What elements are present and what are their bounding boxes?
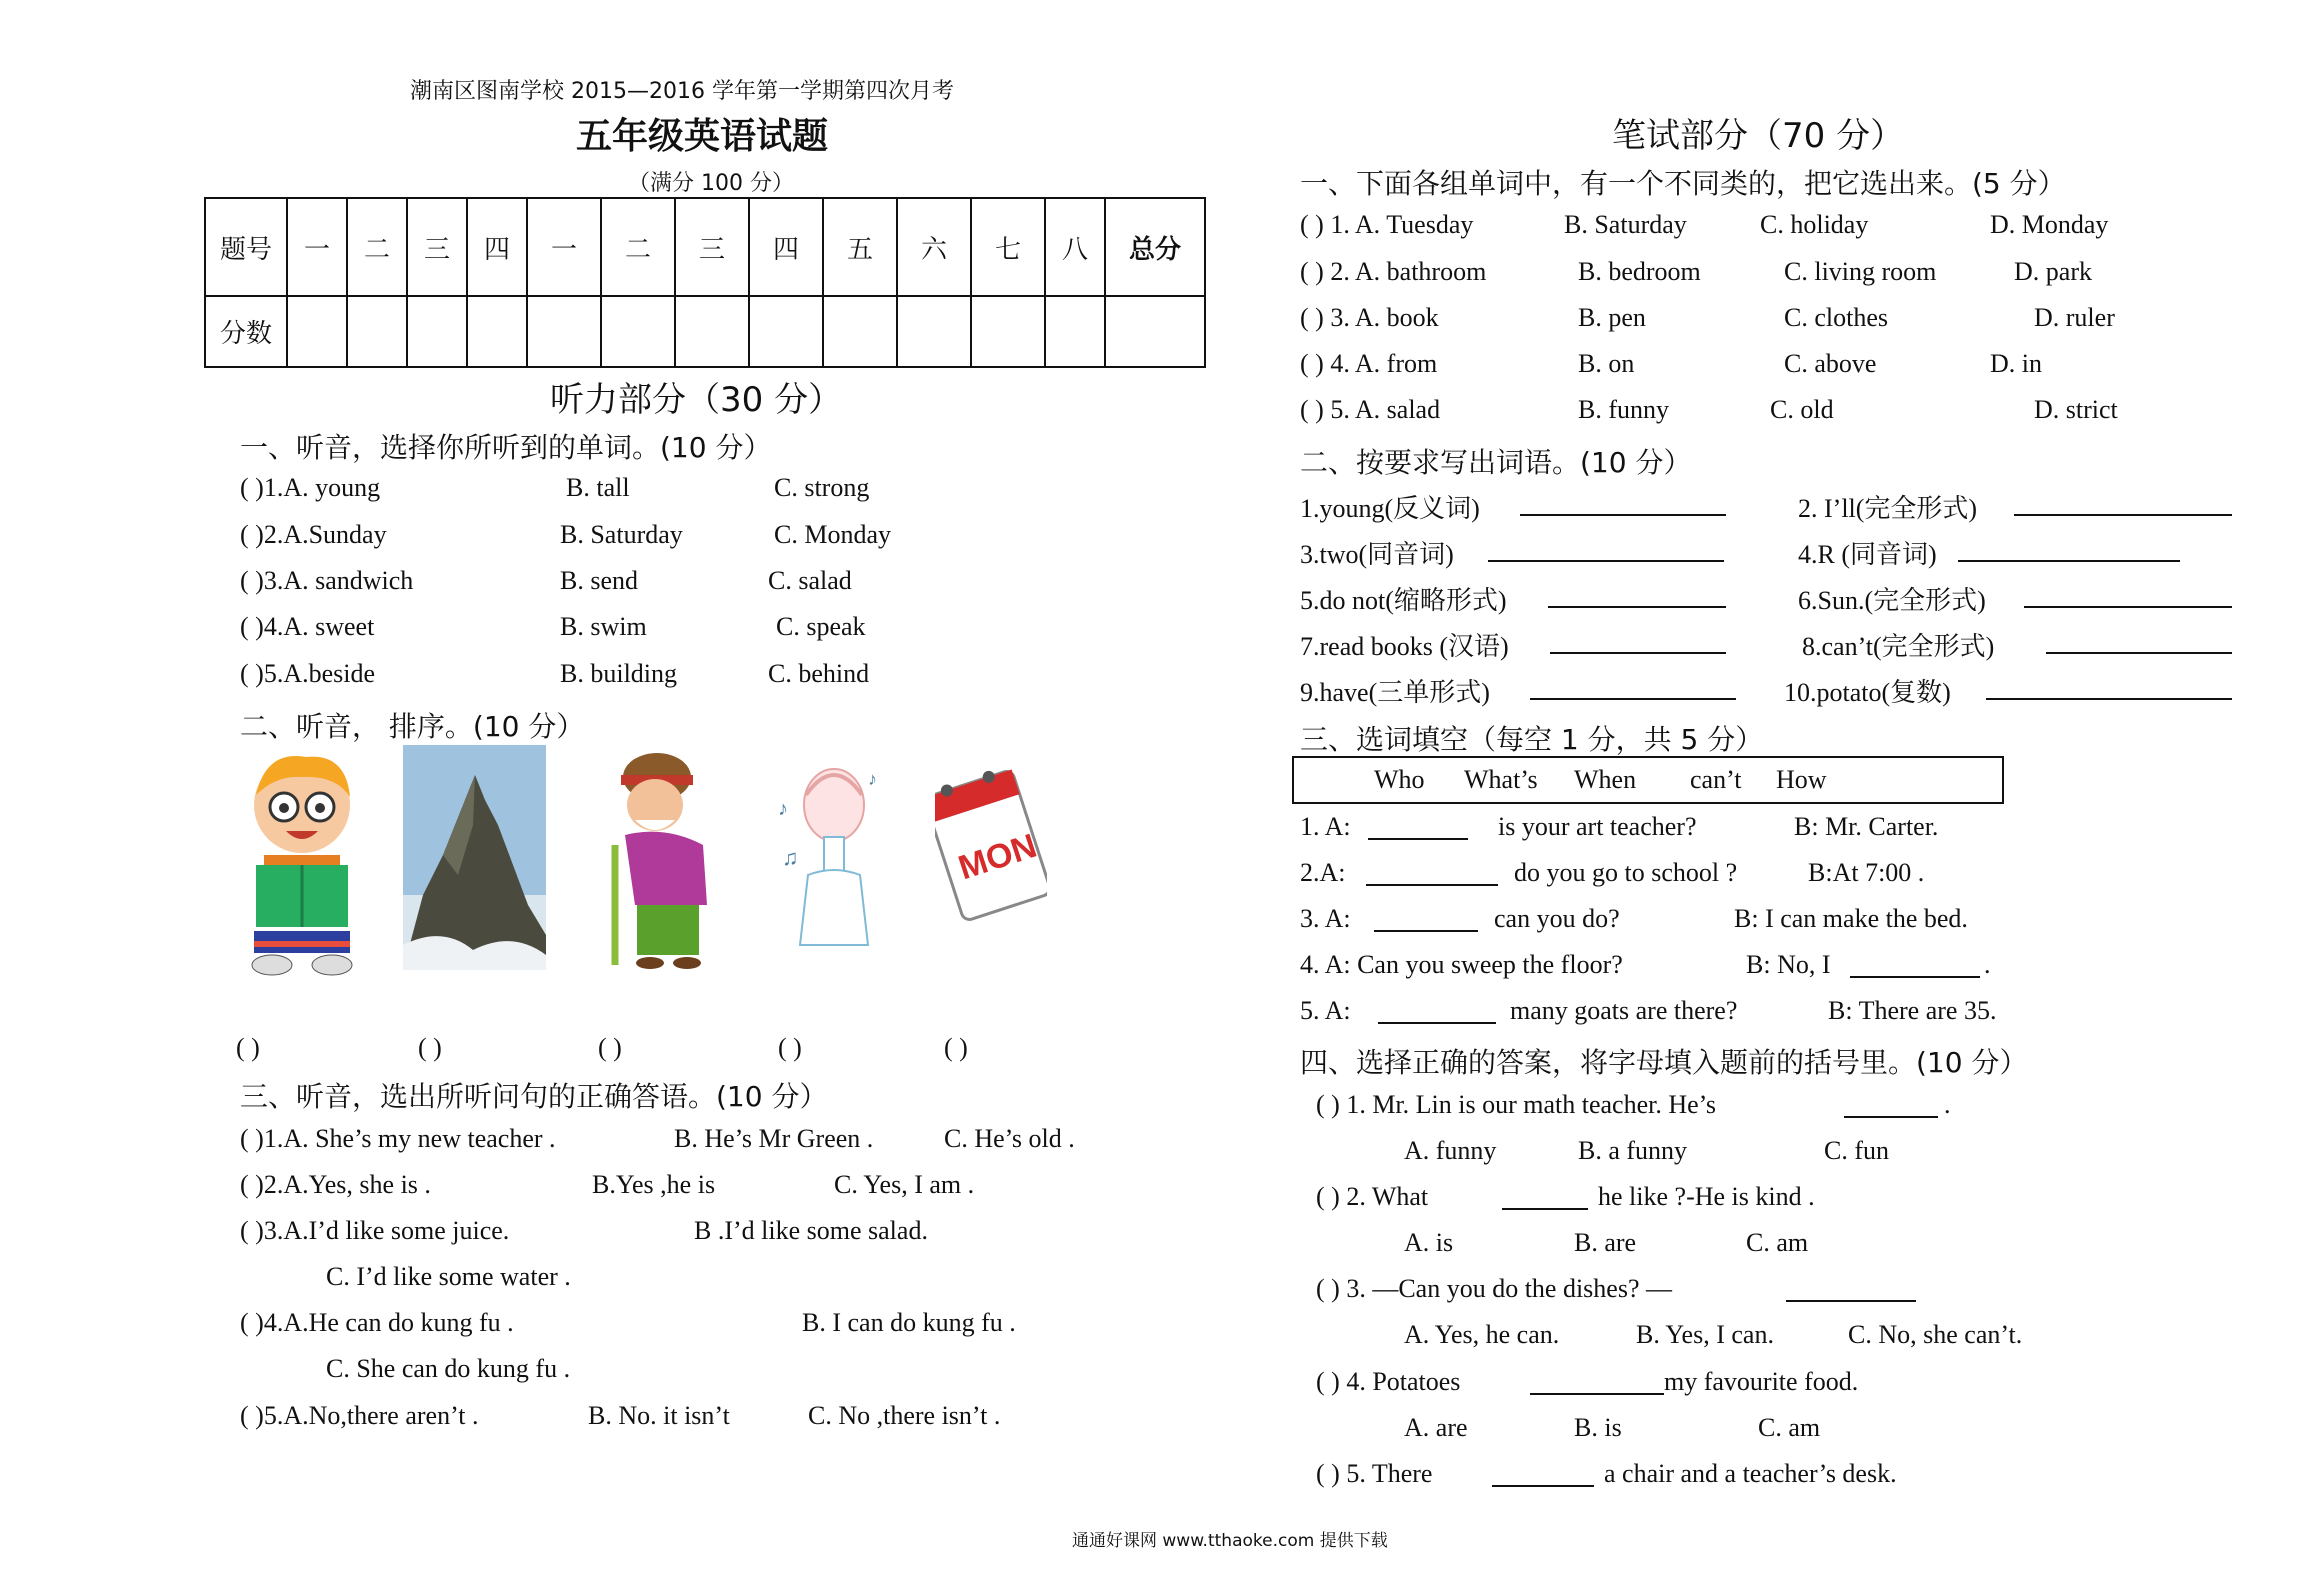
score-cell[interactable]	[675, 296, 749, 367]
prompt: 8.can’t(完全形式)	[1802, 632, 1995, 661]
question: ( ) 4. Potatoes	[1316, 1367, 1461, 1396]
answer-blank[interactable]	[1530, 676, 1736, 705]
option: C. speak	[776, 612, 866, 641]
prompt: 6.Sun.(完全形式)	[1798, 586, 1986, 615]
table-col-total: 总分	[1105, 198, 1205, 296]
question: ( )3.A.I’d like some juice.	[240, 1216, 510, 1245]
answer-blank[interactable]	[1986, 676, 2232, 705]
answer-blank[interactable]	[1958, 538, 2180, 567]
answer-blank[interactable]	[1366, 862, 1498, 891]
question-text: he like ?-He is kind .	[1598, 1182, 1815, 1211]
score-cell[interactable]	[467, 296, 527, 367]
question: 5. A:	[1300, 996, 1351, 1025]
option: B. I can do kung fu .	[802, 1308, 1016, 1337]
option: C. fun	[1824, 1136, 1889, 1165]
question: ( )3.A. sandwich	[240, 566, 414, 595]
answer-blank[interactable]	[2046, 630, 2232, 659]
girl-singing-picture	[772, 745, 890, 970]
prompt: 3.two(同音词)	[1300, 540, 1454, 569]
answer-blank[interactable]	[1844, 1094, 1938, 1123]
table-col: 六	[897, 198, 971, 296]
prompt: 10.potato(复数)	[1784, 678, 1951, 707]
table-col: 五	[823, 198, 897, 296]
option: C. strong	[774, 473, 870, 502]
score-cell[interactable]	[527, 296, 601, 367]
period: .	[1984, 950, 1991, 979]
table-col: 四	[749, 198, 823, 296]
question-text: can you do?	[1494, 904, 1620, 933]
answer-blank[interactable]	[1488, 538, 1724, 567]
option: C. above	[1784, 349, 1877, 378]
word-bank-word: Who	[1374, 765, 1425, 794]
option: C. I’d like some water .	[326, 1262, 571, 1291]
question: ( )5.A.No,there aren’t .	[240, 1401, 479, 1430]
section-title: 二、听音， 排序。(10 分）	[240, 710, 585, 743]
table-col: 三	[407, 198, 467, 296]
calendar-label: MON	[954, 826, 1042, 888]
question: ( )4.A.He can do kung fu .	[240, 1308, 514, 1337]
svg-text:♪: ♪	[868, 769, 877, 789]
question: ( ) 1. A. Tuesday	[1300, 210, 1474, 239]
option: C. salad	[768, 566, 852, 595]
question: 1. A:	[1300, 812, 1351, 841]
option: C. living room	[1784, 257, 1937, 286]
answer-text: B:At 7:00 .	[1808, 858, 1925, 887]
prompt: 4.R (同音词)	[1798, 540, 1937, 569]
option: B. funny	[1578, 395, 1669, 424]
option: A. are	[1404, 1413, 1468, 1442]
question: ( ) 3. A. book	[1300, 303, 1439, 332]
section-title: 四、选择正确的答案，将字母填入题前的括号里。(10 分）	[1300, 1046, 2028, 1079]
question: ( )4.A. sweet	[240, 612, 375, 641]
option: B. on	[1578, 349, 1635, 378]
option: C. am	[1746, 1228, 1809, 1257]
question: ( )5.A.beside	[240, 659, 376, 688]
question-text: is your art teacher?	[1498, 812, 1697, 841]
answer-blank[interactable]	[1786, 1278, 1916, 1307]
listening-title: 听力部分（30 分）	[550, 380, 843, 420]
option: B.Yes ,he is	[592, 1170, 716, 1199]
prompt: 9.have(三单形式)	[1300, 678, 1490, 707]
question-text: do you go to school ?	[1514, 858, 1738, 887]
option: B. tall	[566, 473, 630, 502]
option: C. Monday	[774, 520, 891, 549]
option: B. building	[560, 659, 678, 688]
question: ( )2.A.Sunday	[240, 520, 387, 549]
option: B .I’d like some salad.	[694, 1216, 928, 1245]
option: C. clothes	[1784, 303, 1888, 332]
option: B. send	[560, 566, 638, 595]
option: B. are	[1574, 1228, 1637, 1257]
answer-blank[interactable]	[1548, 584, 1726, 613]
svg-text:♫: ♫	[782, 845, 799, 870]
score-cell[interactable]	[823, 296, 897, 367]
score-cell[interactable]	[971, 296, 1045, 367]
option: B. pen	[1578, 303, 1646, 332]
section-title: 三、选词填空（每空 1 分，共 5 分）	[1300, 723, 1764, 756]
option: C. am	[1758, 1413, 1821, 1442]
option: C. old	[1770, 395, 1834, 424]
question-text: a chair and a teacher’s desk.	[1604, 1459, 1897, 1488]
section-title: 二、按要求写出词语。(10 分）	[1300, 446, 1692, 479]
word-bank-word: can’t	[1690, 765, 1742, 794]
footer-credit: 通通好课网 www.tthaoke.com 提供下载	[1072, 1531, 1388, 1551]
answer-text: B: I can make the bed.	[1734, 904, 1968, 933]
score-cell[interactable]	[601, 296, 675, 367]
order-bracket: ( )	[236, 1033, 260, 1062]
table-col: 三	[675, 198, 749, 296]
mountain-picture	[403, 745, 546, 970]
order-bracket: ( )	[944, 1033, 968, 1062]
question: 4. A: Can you sweep the floor?	[1300, 950, 1623, 979]
question: ( ) 2. What	[1316, 1182, 1429, 1211]
order-bracket: ( )	[418, 1033, 442, 1062]
table-col: 七	[971, 198, 1045, 296]
option: C. Yes, I am .	[834, 1170, 975, 1199]
option: A. funny	[1404, 1136, 1497, 1165]
score-cell[interactable]	[897, 296, 971, 367]
table-col: 一	[287, 198, 347, 296]
table-col: 八	[1045, 198, 1105, 296]
question-text: my favourite food.	[1664, 1367, 1859, 1396]
order-bracket: ( )	[778, 1033, 802, 1062]
answer-blank[interactable]	[1368, 816, 1468, 845]
option: C. No ,there isn’t .	[808, 1401, 1001, 1430]
question: ( ) 4. A. from	[1300, 349, 1438, 378]
option: C. No, she can’t.	[1848, 1320, 2023, 1349]
option: B. Yes, I can.	[1636, 1320, 1774, 1349]
table-col: 二	[601, 198, 675, 296]
answer-blank[interactable]	[1374, 908, 1478, 937]
question: 2.A:	[1300, 858, 1346, 887]
answer-blank[interactable]	[2014, 492, 2232, 521]
word-bank-word: When	[1574, 765, 1637, 794]
score-cell[interactable]	[749, 296, 823, 367]
table-col: 四	[467, 198, 527, 296]
table-row-label: 题号	[205, 198, 287, 296]
question: ( )2.A.Yes, she is .	[240, 1170, 431, 1199]
prompt: 5.do not(缩略形式)	[1300, 586, 1507, 615]
exam-title: 五年级英语试题	[576, 116, 829, 157]
option: B. No. it isn’t	[588, 1401, 730, 1430]
answer-blank[interactable]	[1502, 1186, 1588, 1215]
score-table	[204, 197, 1206, 368]
score-cell[interactable]	[1105, 296, 1205, 367]
section-title: 一、下面各组单词中，有一个不同类的，把它选出来。(5 分）	[1300, 167, 2066, 200]
old-man-picture	[595, 745, 725, 970]
option: D. Monday	[1990, 210, 2109, 239]
answer-text: B: No, I	[1746, 950, 1831, 979]
question: 3. A:	[1300, 904, 1351, 933]
option: C. She can do kung fu .	[326, 1354, 571, 1383]
option: B. swim	[560, 612, 647, 641]
score-cell[interactable]	[347, 296, 407, 367]
section-title: 一、听音，选择你所听到的单词。(10 分）	[240, 431, 772, 464]
question: ( ) 2. A. bathroom	[1300, 257, 1487, 286]
school-title: 潮南区图南学校 2015—2016 学年第一学期第四次月考	[410, 79, 954, 104]
answer-blank[interactable]	[2024, 584, 2232, 613]
section-title: 三、听音，选出所听问句的正确答语。(10 分）	[240, 1080, 828, 1113]
answer-blank[interactable]	[1850, 954, 1980, 983]
written-title: 笔试部分（70 分）	[1612, 116, 1905, 156]
answer-blank[interactable]	[1520, 492, 1726, 521]
answer-text: B: Mr. Carter.	[1794, 812, 1939, 841]
score-cell[interactable]	[407, 296, 467, 367]
question: ( )1.A. She’s my new teacher .	[240, 1124, 556, 1153]
reading-boy-picture	[236, 745, 368, 980]
prompt: 2. I’ll(完全形式)	[1798, 494, 1978, 523]
option: B. Saturday	[560, 520, 683, 549]
option: B. Saturday	[1564, 210, 1687, 239]
option: C. holiday	[1760, 210, 1869, 239]
answer-blank[interactable]	[1550, 630, 1726, 659]
option: C. behind	[768, 659, 870, 688]
prompt: 7.read books (汉语)	[1300, 632, 1509, 661]
answer-text: B: There are 35.	[1828, 996, 1997, 1025]
answer-blank[interactable]	[1530, 1371, 1664, 1400]
svg-text:♪: ♪	[778, 798, 788, 820]
table-row-label: 分数	[205, 296, 287, 367]
option: B. He’s Mr Green .	[674, 1124, 874, 1153]
score-cell[interactable]	[287, 296, 347, 367]
question: ( ) 5. A. salad	[1300, 395, 1441, 424]
option: D. park	[2014, 257, 2092, 286]
option: C. He’s old .	[944, 1124, 1075, 1153]
prompt: 1.young(反义词)	[1300, 494, 1480, 523]
full-score: （满分 100 分）	[628, 171, 794, 196]
word-bank-word: How	[1776, 765, 1827, 794]
table-col: 二	[347, 198, 407, 296]
question-text: many goats are there?	[1510, 996, 1738, 1025]
score-cell[interactable]	[1045, 296, 1105, 367]
option: D. ruler	[2034, 303, 2115, 332]
option: A. Yes, he can.	[1404, 1320, 1560, 1349]
monday-calendar-picture	[935, 750, 1047, 960]
question: ( )1.A. young	[240, 473, 381, 502]
option: B. bedroom	[1578, 257, 1701, 286]
option: D. in	[1990, 349, 2042, 378]
table-col: 一	[527, 198, 601, 296]
option: B. is	[1574, 1413, 1622, 1442]
option: B. a funny	[1578, 1136, 1688, 1165]
word-bank-word: What’s	[1464, 765, 1538, 794]
answer-blank[interactable]	[1378, 1000, 1496, 1029]
question: ( ) 1. Mr. Lin is our math teacher. He’s	[1316, 1090, 1717, 1119]
answer-blank[interactable]	[1492, 1463, 1594, 1492]
order-bracket: ( )	[598, 1033, 622, 1062]
option: A. is	[1404, 1228, 1454, 1257]
option: D. strict	[2034, 395, 2118, 424]
question: ( ) 3. —Can you do the dishes? —	[1316, 1274, 1673, 1303]
period: .	[1944, 1090, 1951, 1119]
question: ( ) 5. There	[1316, 1459, 1433, 1488]
